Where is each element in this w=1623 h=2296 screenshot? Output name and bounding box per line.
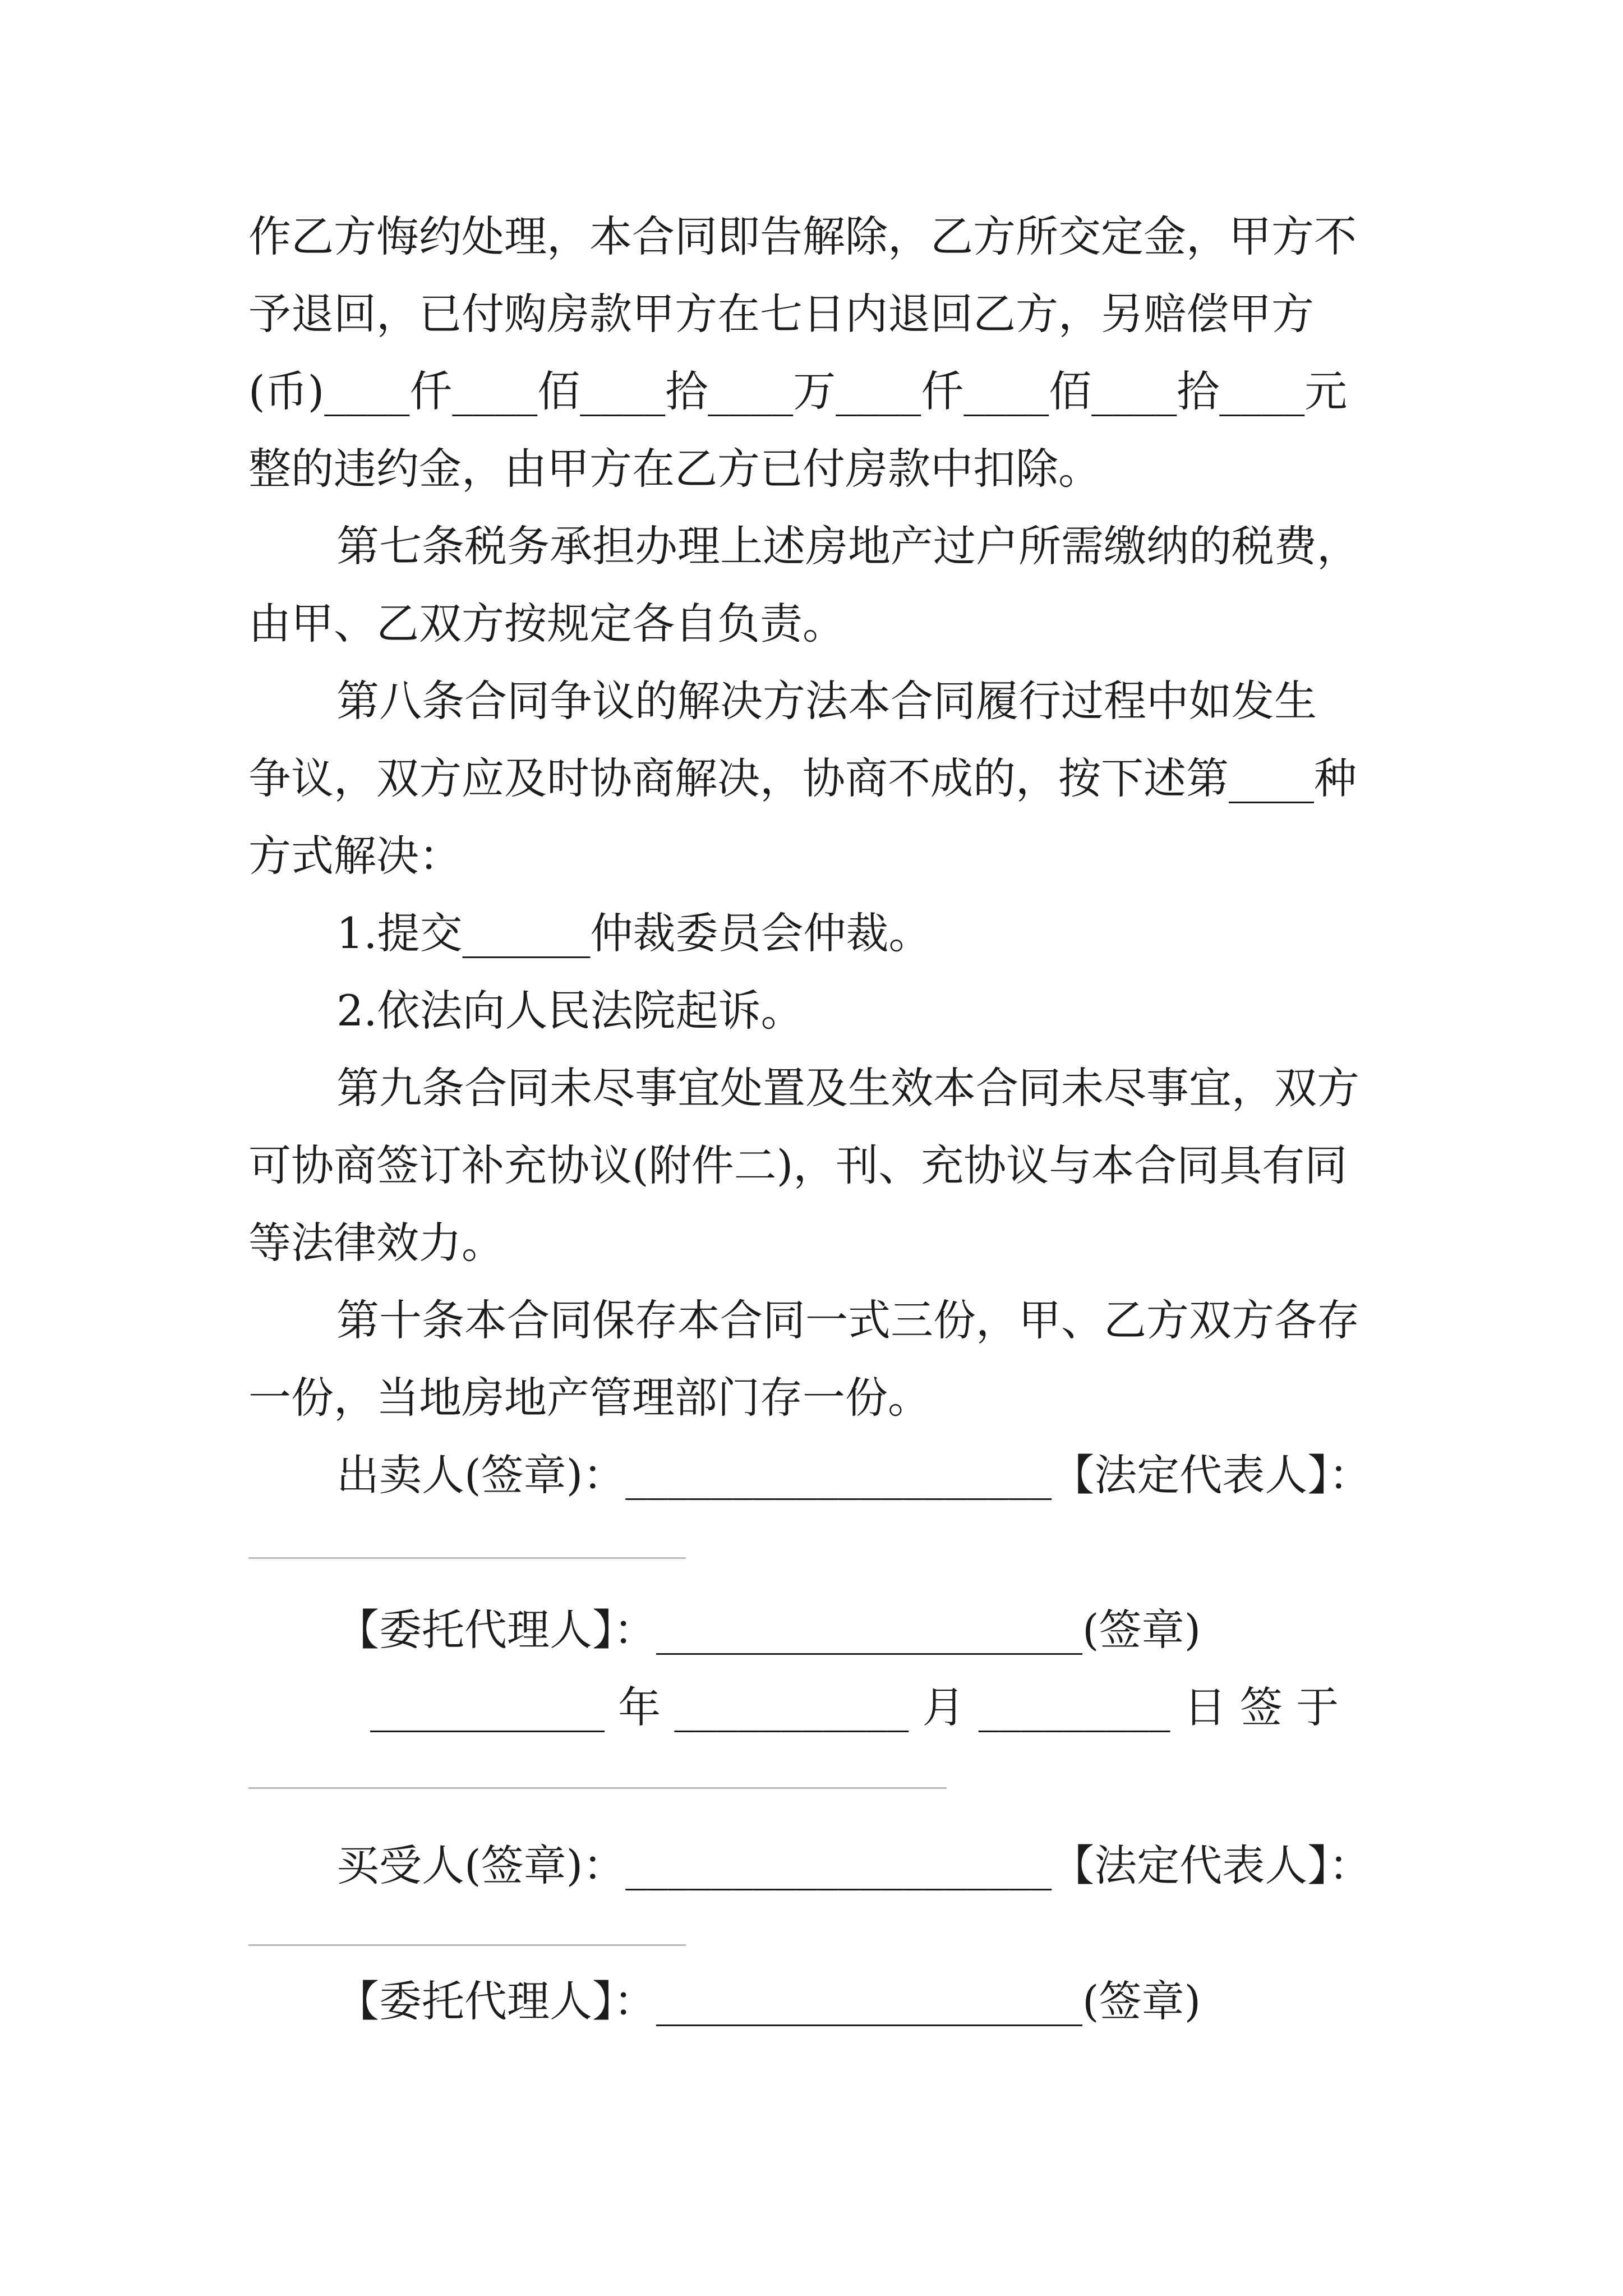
text-line: 整的违约金，由甲方在乙方已付房款中扣除。 <box>248 444 1101 494</box>
signing-date-line: ___________ 年 ___________ 月 _________ 日 签 于 <box>370 1682 1339 1732</box>
buyer-agent-line: 【委托代理人】：____________________(签章) <box>336 1976 1201 2026</box>
buyer-signature-line: 买受人(签章)：____________________【法定代表人】： <box>336 1841 1372 1890</box>
text-line: 可协商签订补充协议(附件二)，刊、充协议与本合同具有同 <box>248 1140 1348 1190</box>
text-line: (币)____仟____佰____拾____万____仟____佰____拾____元 <box>248 366 1348 416</box>
seller-agent-line: 【委托代理人】：____________________(签章) <box>336 1605 1201 1655</box>
text-line: 方式解决： <box>248 831 462 881</box>
text-line: 争议，双方应及时协商解决，协商不成的，按下述第____种 <box>248 753 1357 803</box>
text-line: 等法律效力。 <box>248 1218 504 1268</box>
text-line: 予退回，已付购房款甲方在七日内退回乙方，另赔偿甲方 <box>248 289 1314 339</box>
text-line: 第十条本合同保存本合同一式三份，甲、乙方双方各存 <box>336 1295 1359 1345</box>
signing-place-blank <box>248 1787 947 1789</box>
text-line: 作乙方悔约处理，本合同即告解除，乙方所交定金，甲方不 <box>248 211 1357 261</box>
text-line: 一份，当地房地产管理部门存一份。 <box>248 1373 930 1423</box>
text-line: 2.依法向人民法院起诉。 <box>336 986 804 1036</box>
text-line: 第八条合同争议的解决方法本合同履行过程中如发生 <box>336 676 1317 726</box>
buyer-rep-blank <box>248 1944 686 1946</box>
seller-signature-line: 出卖人(签章)：____________________【法定代表人】： <box>336 1450 1372 1500</box>
seller-rep-blank <box>248 1557 686 1559</box>
text-line: 1.提交______仲裁委员会仲裁。 <box>336 908 932 958</box>
text-line: 第九条合同未尽事宜处置及生效本合同未尽事宜，双方 <box>336 1063 1359 1113</box>
text-line: 第七条税务承担办理上述房地产过户所需缴纳的税费， <box>336 521 1359 571</box>
text-line: 由甲、乙双方按规定各自负责。 <box>248 599 845 648</box>
